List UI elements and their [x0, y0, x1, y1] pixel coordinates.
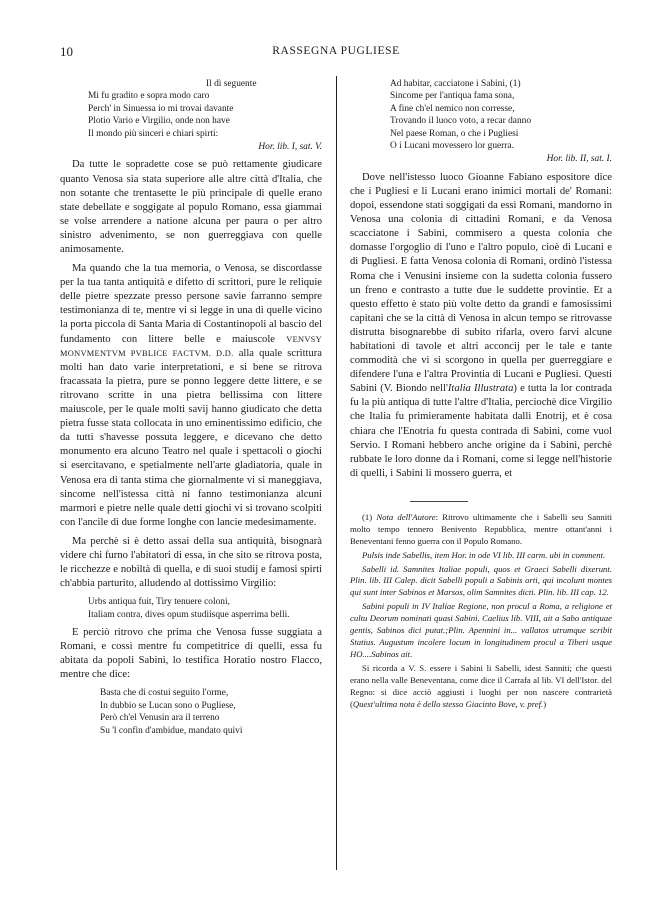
right-column — [350, 78, 612, 712]
body-paragraph: Ma perchè si è detto assai della sua antiquità, bisognarà videre chi furno l'abitatori di essa, in che sito se ritrova posta, le ricchezze e nobiltà di quella, e di suoi studij e famosi spirti ch'abbia parturito, alludendo al dottissimo Virgilio: — [60, 535, 322, 590]
footnote-separator — [410, 501, 468, 502]
page-header — [60, 44, 612, 60]
running-title: RASSEGNA PUGLIESE — [272, 45, 400, 57]
footnote — [350, 663, 612, 711]
footnotes — [350, 512, 612, 711]
page-number: 10 — [60, 44, 73, 59]
verse-line: Plotio Vario e Virgilio, onde non have — [88, 116, 230, 127]
body-paragraph — [350, 171, 612, 481]
footnote: Pulsis inde Sabellis, item Hor. in ode VI lib. III carm. ubi in comment. — [362, 549, 606, 560]
verse-quote-2 — [88, 596, 322, 621]
paragraph-text: ) e tutta la lor contrada fu la più antiqua di tutte l'altre d'Italia, perciochè dice Virgilio che Italia fu primieramente habitata dalli Enotrij, et è cosa chiara che l'Enotria fu questa contrada di Sabini, come vuol Servio. I Romani hebbero anche origine da i Sabini, perchè rubbate le loro donne da i Romani, come si legge nell'historie di quelli, i Sabini li mossero guerra, et — [350, 383, 612, 479]
verse-line: Su 'l confin d'ambidue, mandato quivi — [100, 725, 243, 736]
verse-line: Urbs antiqua fuit, Tiry tenuere coloni, — [88, 597, 230, 608]
verse-line: Trovando il luoco voto, a recar danno — [390, 116, 532, 127]
verse-line: Italiam contra, dives opum studiisque asperrima belli. — [88, 609, 290, 620]
verse-line: Il mondo più sinceri e chiari spirti: — [88, 128, 219, 139]
verse-line: Sincome per l'antiqua fama sona, — [390, 91, 515, 102]
verse-line: Basta che di costui seguito l'orme, — [100, 688, 229, 699]
footnote-title: Nota dell'Autore — [376, 511, 436, 522]
footnote-italic: Quest'ultima nota è dello stesso Giacinto Bove, v. pref. — [352, 698, 544, 709]
footnote: Sabelli id. Samnites Italiae populi, quos et Graeci Sabelli dixerunt. Plin. lib. III Calep. dicit Sabelli populi a Sabinis orti, qui incolunt montes qui sunt inter Sabinos et Marsos, olim Samnites dicti. Plin. lib. III cap. 12. — [350, 563, 612, 598]
verse-citation: Hor. lib. II, sat. I. — [546, 154, 612, 165]
footnote-text: : Ritrovo ultimamente che i Sabelli seu Sanniti molto tempo tennero Benivento Repubblica, mentre ottant'anni i Beneventani fenno guerra con il Populo Romano. — [350, 511, 613, 546]
verse-line: Però ch'el Venusin ara il terreno — [100, 713, 220, 724]
verse-quote-3 — [100, 687, 322, 737]
column-divider — [336, 76, 337, 870]
verse-line: In dubbio se Lucan sono o Pugliese, — [100, 700, 236, 711]
body-paragraph: Da tutte le sopradette cose se può rettamente giudicare quanto Venosa sia stata superiore alle altre città d'Italia, che non sotante che trentasette le più principale di quelle erano state debellate e soggigate al populo Romano, essa giammai se volse arrendere a natione alcuna per paura o per altro sinistro advenimento, se non guerreggiava con quelle animosamente. — [60, 159, 322, 255]
verse-citation: Hor. lib. I, sat. V. — [258, 142, 322, 153]
paragraph-text: Dove nell'istesso luoco Gioanne Fabiano espositore dice che i Pugliesi e li Lucani erano inimici mortali de' Romani: dopoi, essendone stati soggigati da essi Romani, mandorno in Venosa una colonia di cittadini Romani, e da Venosa scacciatone i Sabini, commisero a questa colonia che domasse l'orgoglio di l'uno e l'altro populo, cioè di Lucani e di Pugliesi. E fatta Venosa colonia di Romani, ordinò l'istessa Roma che i Venusini insieme con la sudetta colonia fussero un freno e contrasto a tutte due le suddette provintie. Et a questo effetto è stato più volte detto da grandi e famosissimi capitani che se la città di Venosa in alcun tempo se ritrovasse distrutta bisognarebbe di subito rifarla, overo farvi alcune habitationi di tavole et altri acconcij per le tale e tante commodità che vi si scorgono in quella per guerreggiare e difendere l'una e l'altra Provintia di Lucani e Pugliesi. Questi Sabini (V. Biondo nell' — [350, 171, 612, 395]
body-paragraph: E perciò ritrovo che prima che Venosa fusse suggiata a Romani, e cossì mentre fu competitrice di quelli, essa fu abitata da popoli Sabini, lo testifica Horatio nostro Flacco, mentre che dice: — [60, 627, 322, 681]
paragraph-text: alla quale scrittura molti han dato varie interpretationi, e si bene se ritrova fracassata la pietra, pure se ponno leggere dette littere, e se ritrovano scritte in una pietra bellissima con littere maiuscole, per le quale molti savij hanno giudicato che detta pietra fusse stata collocata in uno eminentissimo edificio, che da tutti s'havesse possuta leggere, e dicevano che detto monumento era alcuno Teatro nel quale i spettacoli o giochi si esercitavano, e spetialmente nell'arte gladiatoria, quale in Venosa era di tanta stima che giornalmente vi si maneggiava, sincome nell'istessa città ni fanno testimonianza alcuni marmori e pietre nelle quale detti giochi vi si trovano scolpiti con l'ancile di due forme longhe con lancie medesimamente. — [60, 347, 322, 528]
verse-line: Ad habitar, cacciatone i Sabini, (1) — [390, 79, 521, 89]
verse-line: Mi fu gradito e sopra modo caro — [88, 91, 210, 102]
footnote-label: (1) — [362, 511, 373, 522]
footnote-text: ) — [543, 698, 547, 709]
footnote — [350, 512, 612, 548]
verse-line: O i Lucani movessero lor guerra. — [390, 141, 514, 152]
paragraph-text: Ma quando che la tua memoria, o Venosa, se discordasse per la tua tanta antiquità e difetto di scrittori, pure le reliquie delle pietre spezzate presso persone savie farranno sempre testimonianza di te, mentre vi si legge in una di quelle vicino la porta piccola di Santa Maria di Costantinopoli al bascio del fundamento con littere belle e maiuscole — [60, 263, 322, 345]
verse-line: Perch' in Sinuessa io mi trovai davante — [88, 103, 234, 114]
left-column — [60, 78, 322, 742]
verse-intro: Il dì seguente — [206, 79, 257, 89]
verse-quote-continued — [390, 78, 612, 166]
book-title: Italia Illustrata — [447, 383, 514, 395]
body-paragraph — [60, 262, 322, 530]
footnote: Sabini populi in IV Italiae Regione, non procul a Roma, a religione et cultu Deorum nominati quasi Sabini. Caelius lib. VIII, ait a Sabo antiquae gentis, Sabinos dici putat.;Plin. Apennini in... vallatos utrumque scribit Statius. Augustum incolere locum in longitudinem procul a Tiberi usque HO....Sabinos ait. — [350, 601, 612, 659]
verse-line: A fine ch'el nemico non corresse, — [390, 103, 515, 114]
verse-quote-1 — [88, 78, 322, 153]
latin-inscription: VENVSY MONVMENTVM PVBLICE FACTVM. D.D. — [60, 334, 322, 358]
footnote-text: Si ricorda a V. S. essere i Sabini li Sabelli, idest Sanniti; che questi erano nella valle Beneventana, come dice il Carrafa al lib. VI dell'Istor. del Regno: si dice acciò aggiusti i luoghi per non nascere contrarietà ( — [350, 662, 612, 709]
verse-line: Nel paese Roman, o che i Pugliesi — [390, 128, 519, 139]
